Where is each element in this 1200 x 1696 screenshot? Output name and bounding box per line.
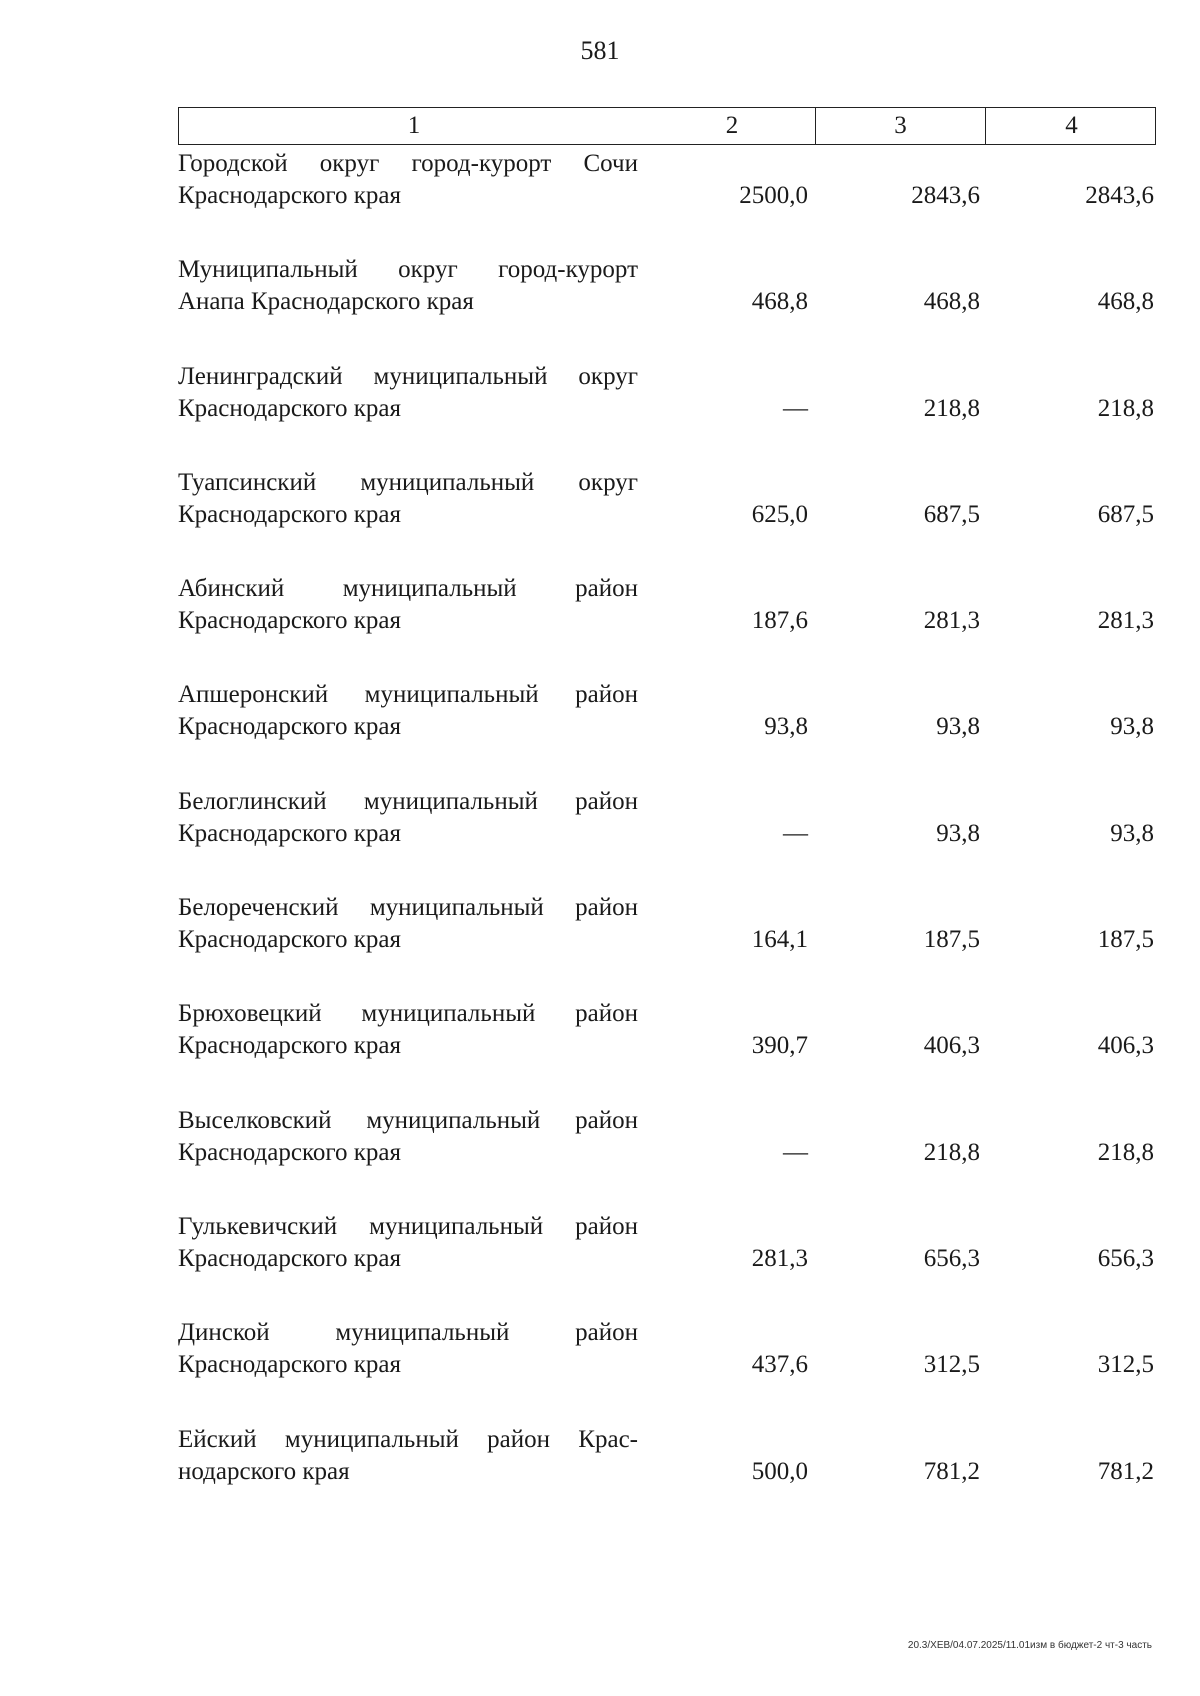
row-value-col3: 281,3 <box>923 607 980 635</box>
row-value-col4: 312,5 <box>1097 1351 1154 1379</box>
table-row <box>170 254 1160 360</box>
table-row <box>170 1211 1160 1317</box>
table-row <box>170 361 1160 467</box>
row-value-col2: 281,3 <box>751 1244 808 1272</box>
page-number: 581 <box>580 36 620 65</box>
table-row <box>170 1317 1160 1423</box>
row-value-col4: 2843,6 <box>1085 182 1154 209</box>
header-cell-3: 3 <box>815 108 985 144</box>
header-cell-4: 4 <box>985 108 1157 144</box>
header-cell-1: 1 <box>407 112 421 139</box>
row-name: Апшеронский муниципальный район Краснодарского края <box>178 681 638 741</box>
row-value-col2: 500,0 <box>751 1457 808 1485</box>
table-row <box>170 786 1160 892</box>
table-row <box>170 1424 1160 1530</box>
row-value-col2: 93,8 <box>764 713 808 741</box>
row-value-col4: 93,8 <box>1110 713 1154 741</box>
row-value-col4: 218,8 <box>1097 1138 1154 1166</box>
row-value-col2: 187,6 <box>751 607 808 635</box>
row-value-col3: 218,8 <box>923 1138 980 1166</box>
table-body <box>170 148 1160 1530</box>
row-value-col2: 390,7 <box>751 1032 808 1060</box>
row-value-col4: 218,8 <box>1097 394 1154 422</box>
row-value-col4: 468,8 <box>1097 288 1154 316</box>
row-name: Ленинградский муниципальный округ Краснодарского края <box>178 362 638 422</box>
row-value-col2: 625,0 <box>751 500 808 528</box>
row-name: Белоглинский муниципальный район Краснодарского края <box>178 787 638 847</box>
table-row <box>170 467 1160 573</box>
row-value-col4: 93,8 <box>1110 819 1154 847</box>
row-value-col3: 406,3 <box>923 1032 980 1060</box>
row-value-col4: 656,3 <box>1097 1244 1154 1272</box>
row-value-col4: 781,2 <box>1097 1457 1154 1485</box>
row-name: Гулькевичский муниципальный район Краснодарского края <box>178 1212 638 1272</box>
table-header <box>178 107 1156 145</box>
table-row <box>170 679 1160 785</box>
row-value-col2: — <box>783 819 808 847</box>
row-name: Муниципальный округ город-курорт Анапа Краснодарского края <box>178 256 638 316</box>
row-value-col4: 281,3 <box>1097 607 1154 635</box>
row-value-col3: 93,8 <box>936 713 980 741</box>
row-name: Городской округ город-курорт Сочи Краснодарского края <box>178 150 638 209</box>
row-value-col4: 406,3 <box>1097 1032 1154 1060</box>
table-row <box>170 1105 1160 1211</box>
row-value-col2: 468,8 <box>751 288 808 316</box>
row-name: Динской муниципальный район Краснодарского края <box>178 1319 638 1379</box>
row-value-col3: 656,3 <box>923 1244 980 1272</box>
row-value-col3: 468,8 <box>923 288 980 316</box>
row-value-col2: — <box>783 394 808 422</box>
footer-note: 20.3/ХЕВ/04.07.2025/11.01изм в бюджет-2 чт-3 часть <box>907 1640 1152 1651</box>
row-value-col2: 2500,0 <box>739 182 808 209</box>
row-name: Ейский муниципальный район Крас-нодарского края <box>178 1425 638 1485</box>
table-row <box>170 998 1160 1104</box>
table-row <box>170 148 1160 254</box>
table-row <box>170 892 1160 998</box>
row-value-col3: 2843,6 <box>911 182 980 209</box>
row-value-col3: 687,5 <box>923 500 980 528</box>
row-value-col2: — <box>783 1138 808 1166</box>
row-name: Абинский муниципальный район Краснодарского края <box>178 575 638 635</box>
row-value-col4: 187,5 <box>1097 926 1154 954</box>
row-value-col4: 687,5 <box>1097 500 1154 528</box>
row-value-col3: 781,2 <box>923 1457 980 1485</box>
row-value-col3: 218,8 <box>923 394 980 422</box>
table-row <box>170 573 1160 679</box>
row-value-col2: 437,6 <box>751 1351 808 1379</box>
row-name: Выселковский муниципальный район Краснодарского края <box>178 1106 638 1166</box>
row-name: Белореченский муниципальный район Краснодарского края <box>178 894 638 954</box>
header-cell-2: 2 <box>725 112 739 139</box>
row-value-col3: 93,8 <box>936 819 980 847</box>
row-name: Брюховецкий муниципальный район Краснодарского края <box>178 1000 638 1060</box>
row-name: Туапсинский муниципальный округ Краснодарского края <box>178 468 638 528</box>
row-value-col3: 312,5 <box>923 1351 980 1379</box>
row-value-col3: 187,5 <box>923 926 980 954</box>
row-value-col2: 164,1 <box>751 926 808 954</box>
